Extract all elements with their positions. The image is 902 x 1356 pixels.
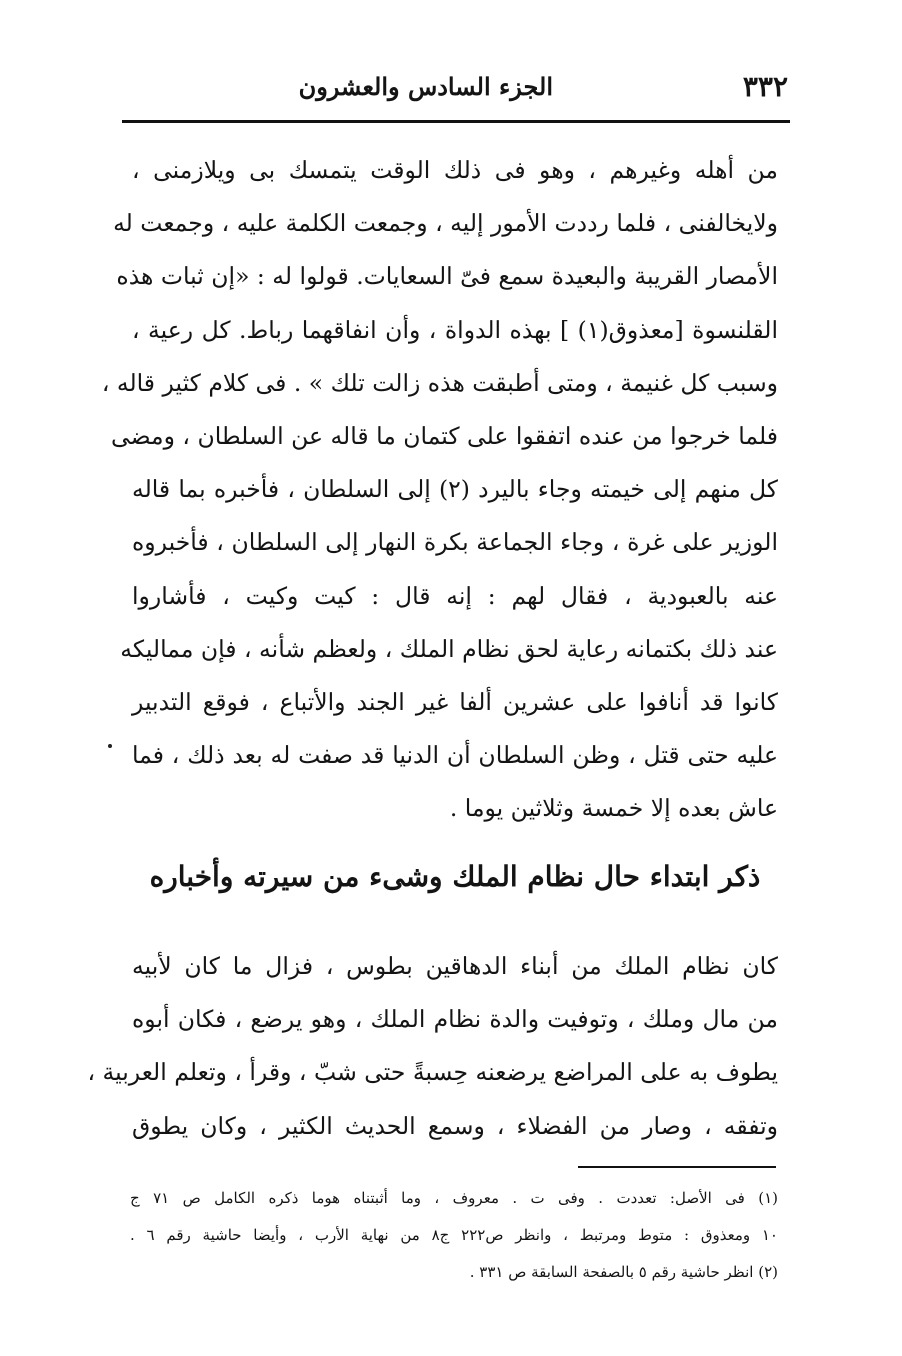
header-rule [122,120,790,123]
text-line: القلنسوة [معذوق(١) ] بهذه الدواة ، وأن انفاقهما رباط. كل رعية ، [132,315,779,344]
text-line: فلما خرجوا من عنده اتفقوا على كتمان ما قاله عن السلطان ، ومضى [111,421,778,450]
page-number: ٣٣٢ [742,70,788,103]
text-line: كل منهم إلى خيمته وجاء باليرد (٢) إلى السلطان ، فأخبره بما قاله [132,475,778,504]
page-header [122,66,788,110]
text-line: عليه حتى قتل ، وظن السلطان أن الدنيا قد صفت له بعد ذلك ، فما [132,741,778,770]
footnote-line: (١) فى الأصل: تعددت . وفى ت . معروف ، وما أثبتناه هوما ذكره الكامل ص ٧١ ج [130,1189,779,1207]
text-line: وتفقه ، وصار من الفضلاء ، وسمع الحديث الكثير ، وكان يطوق [132,1111,778,1140]
text-line: عنه بالعبودية ، فقال لهم : إنه قال : كيت وكيت ، فأشاروا [132,581,778,610]
running-title: الجزء السادس والعشرون [298,72,553,101]
text-line: كان نظام الملك من أبناء الدهاقين بطوس ، فزال ما كان لأبيه [132,952,778,980]
footnote-line: (٢) انظر حاشية رقم ٥ بالصفحة السابقة ص ٣٣١ . [469,1263,778,1281]
text-line: يطوف به على المراضع يرضعنه حِسبةً حتى شبّ ، وقرأ ، وتعلم العربية ، [87,1058,778,1087]
text-line: عاش بعده إلا خمسة وثلاثين يوما . [449,794,778,823]
text-line: عند ذلك بكتمانه رعاية لحق نظام الملك ، ولعظم شأنه ، فإن مماليكه [120,634,778,663]
text-line: الأمصار القريبة والبعيدة سمع فىّ السعايات. قولوا له : «إن ثبات هذه [116,262,778,291]
footnotes [130,1180,778,1291]
paragraph-2 [87,940,778,1153]
print-speck [108,744,112,748]
text-line: وسبب كل غنيمة ، ومتى أطبقت هذه زالت تلك » . فى كلام كثير قاله ، [101,368,778,397]
text-line: الوزير على غرة ، وجاء الجماعة بكرة النهار إلى السلطان ، فأخبروه [132,528,778,557]
text-line: كانوا قد أنافوا على عشرين ألفا غير الجند والأتباع ، فوقع التدبير [132,687,778,716]
footnote-rule [578,1166,776,1168]
text-line: من مال وملك ، وتوفيت والدة نظام الملك ، وهو يرضع ، فكان أبوه [132,1005,778,1034]
section-heading: ذكر ابتداء حال نظام الملك وشىء من سيرته وأخباره [149,860,761,893]
text-line: ولايخالفنى ، فلما رددت الأمور إليه ، وجمعت الكلمة عليه ، وجمعت له [113,209,778,238]
footnote-line: ١٠ ومعذوق : متوط ومرتبط ، وانظر ص٢٢٢ ج٨ من نهاية الأرب ، وأيضا حاشية رقم ٦ . [130,1226,778,1244]
paragraph-1 [101,144,779,835]
text-line: من أهله وغيرهم ، وهو فى ذلك الوقت يتمسك بى ويلازمنى ، [132,156,778,184]
